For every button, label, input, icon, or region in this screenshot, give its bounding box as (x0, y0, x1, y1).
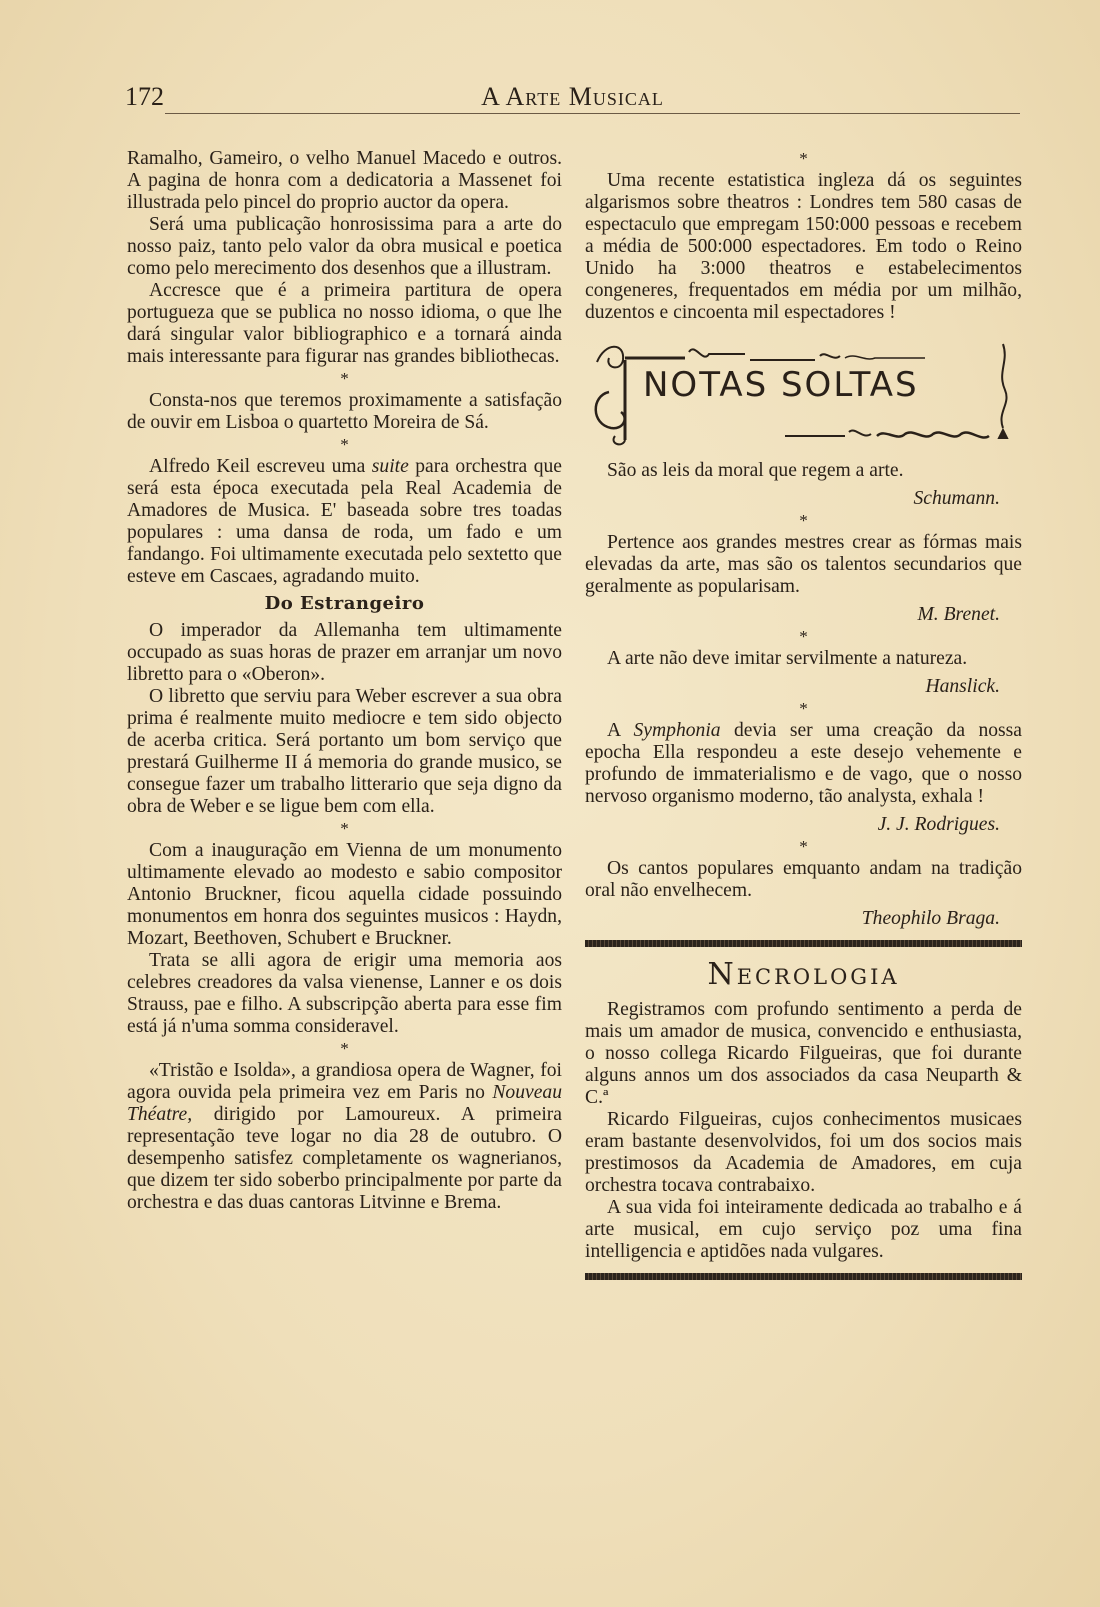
text-run: «Tristão e Isolda», a grandiosa opera de Wagner, foi agora ouvida pela primeira vez em Paris no (127, 1060, 562, 1103)
page-header (125, 80, 1020, 116)
left-paragraph-6: O imperador da Allemanha tem ultimamente occupado as suas horas de prazer em arranjar um novo libretto para o «Oberon». (127, 620, 562, 685)
signature-2: M. Brenet. (917, 604, 1000, 625)
necro-paragraph-2: Ricardo Filgueiras, cujos conhecimentos musicaes eram bastante desenvolvidos, foi um dos socios mais prestimosos da Academia de Amadores, em cuja orchestra tocava contrabaixo. (585, 1109, 1022, 1196)
quote-5: Os cantos populares emquanto andam na tradição oral não envelhecem. (585, 858, 1022, 901)
quote-3: A arte não deve imitar servilmente a natureza. (607, 648, 968, 669)
quote-4 (585, 720, 1022, 808)
asterisk-separator-icon: * (799, 837, 808, 856)
text-run: dirigido por Lamoureux. A primeira representação teve logar no dia 28 de outubro. O desempenho satisfez completamente os wagnerianos, que dizem ter sido soberbo principalmente por parte da orchestra e das duas cantoras Litvinne e Brema. (127, 1104, 562, 1213)
left-paragraph-4: Consta-nos que teremos proximamente a satisfação de ouvir em Lisboa o quartetto Moreira de Sá. (127, 390, 562, 433)
quote-2: Pertence aos grandes mestres crear as fórmas mais elevadas da arte, mas são os talentos secundarios que geralmente as popularisam. (585, 532, 1022, 597)
left-paragraph-2: Será uma publicação honrosissima para a arte do nosso paiz, tanto pelo valor da obra musical e poetica como pelo merecimento dos desenhos que a illustram. (127, 214, 562, 279)
section-divider (585, 940, 1022, 947)
banner-title: NOTAS SOLTAS (643, 365, 919, 405)
page-number: 172 (125, 82, 164, 111)
left-paragraph-9: Trata se alli agora de erigir uma memoria aos celebres creadores da valsa vienense, Lanner e os dois Strauss, pae e filho. A subscripção aberta para esse fim está já n'uma somma consideravel. (127, 950, 562, 1037)
signature-3: Hanslick. (925, 676, 1000, 697)
necro-paragraph-3: A sua vida foi inteiramente dedicada ao trabalho e á arte musical, em cujo serviço poz uma fina intelligencia e aptidões nada vulgares. (585, 1197, 1022, 1262)
necro-paragraph-1: Registramos com profundo sentimento a perda de mais um amador de musica, convencido e enthusiasta, o nosso collega Ricardo Filgueiras, que foi durante alguns annos um dos associados da casa Neuparth & C.ª (585, 999, 1022, 1108)
text-run: Alfredo Keil escreveu uma (149, 456, 372, 477)
italic-word: Symphonia (633, 720, 721, 741)
text-run: A (607, 720, 634, 741)
necrologia-heading: Necrologia (707, 957, 900, 992)
asterisk-separator-icon: * (799, 699, 808, 718)
signature-5: Theophilo Braga. (861, 908, 1000, 929)
left-paragraph-7: O libretto que serviu para Weber escrever a sua obra prima é realmente muito mediocre e tem sido objecto de acerba critica. Será portanto um bom serviço que prestará Guilherme II á memoria do grande musico, se consegue fazer um trabalho litterario que seja digno da obra de Weber e se ligue bem com ella. (127, 686, 562, 817)
section-subheading: Do Estrangeiro (264, 593, 425, 614)
asterisk-separator-icon: * (799, 511, 808, 530)
asterisk-separator-icon: * (340, 435, 349, 454)
notas-soltas-banner (585, 332, 1022, 454)
left-paragraph-8: Com a inauguração em Vienna de um monumento ultimamente elevado ao modesto e sabio compositor Antonio Bruckner, ficou aquella cidade possuindo monumentos em honra dos seguintes musicos : Haydn, Mozart, Beethoven, Schubert e Bruckner. (127, 840, 562, 949)
section-divider (585, 1273, 1022, 1280)
asterisk-separator-icon: * (340, 369, 349, 388)
left-paragraph-10 (127, 1060, 562, 1214)
asterisk-separator-icon: * (799, 149, 808, 168)
signature-1: Schumann. (913, 488, 1000, 509)
left-paragraph-3: Accresce que é a primeira partitura de opera portugueza que se publica no nosso idioma, o que lhe dará singular valor bibliographico e a tornará ainda mais interessante para figurar nas grandes bibliothecas. (127, 280, 562, 367)
left-column (127, 148, 562, 1214)
journal-title: A Arte Musical (481, 82, 664, 111)
text-run: devia ser uma creação da nossa epocha Ella respondeu a este desejo vehemente e profundo de immaterialismo e de vago, que o nosso nervoso organismo moderno, tão analysta, exhala ! (585, 720, 1022, 807)
signature-4: J. J. Rodrigues. (877, 814, 1000, 835)
right-column (585, 148, 1022, 1290)
asterisk-separator-icon: * (340, 819, 349, 838)
left-paragraph-5 (127, 456, 562, 588)
italic-title: Nouveau Théatre, (127, 1082, 562, 1125)
text-run: para orchestra que será esta época executada pela Real Academia de Amadores de Musica. E' baseada sobre tres toadas populares : uma dansa de roda, um fado e um fandango. Foi ultimamente executada pelo sextetto que esteve em Cascaes, agradando muito. (127, 456, 562, 587)
italic-word: suite (371, 456, 409, 477)
quote-1: São as leis da moral que regem a arte. (607, 460, 904, 481)
left-paragraph-1: Ramalho, Gameiro, o velho Manuel Macedo e outros. A pagina de honra com a dedicatoria a Massenet foi illustrada pelo pincel do proprio auctor da opera. (127, 148, 562, 213)
asterisk-separator-icon: * (799, 627, 808, 646)
right-paragraph-1: Uma recente estatistica ingleza dá os seguintes algarismos sobre theatros : Londres tem 580 casas de espectaculo que empregam 150:000 pessoas e recebem a média de 500:000 espectadores. Em todo o Reino Unido ha 3:000 theatros e estabelecimentos congeneres, frequentados em média por um milhão, duzentos e cincoenta mil espectadores ! (585, 170, 1022, 323)
header-rule (165, 113, 1020, 114)
asterisk-separator-icon: * (340, 1039, 349, 1058)
